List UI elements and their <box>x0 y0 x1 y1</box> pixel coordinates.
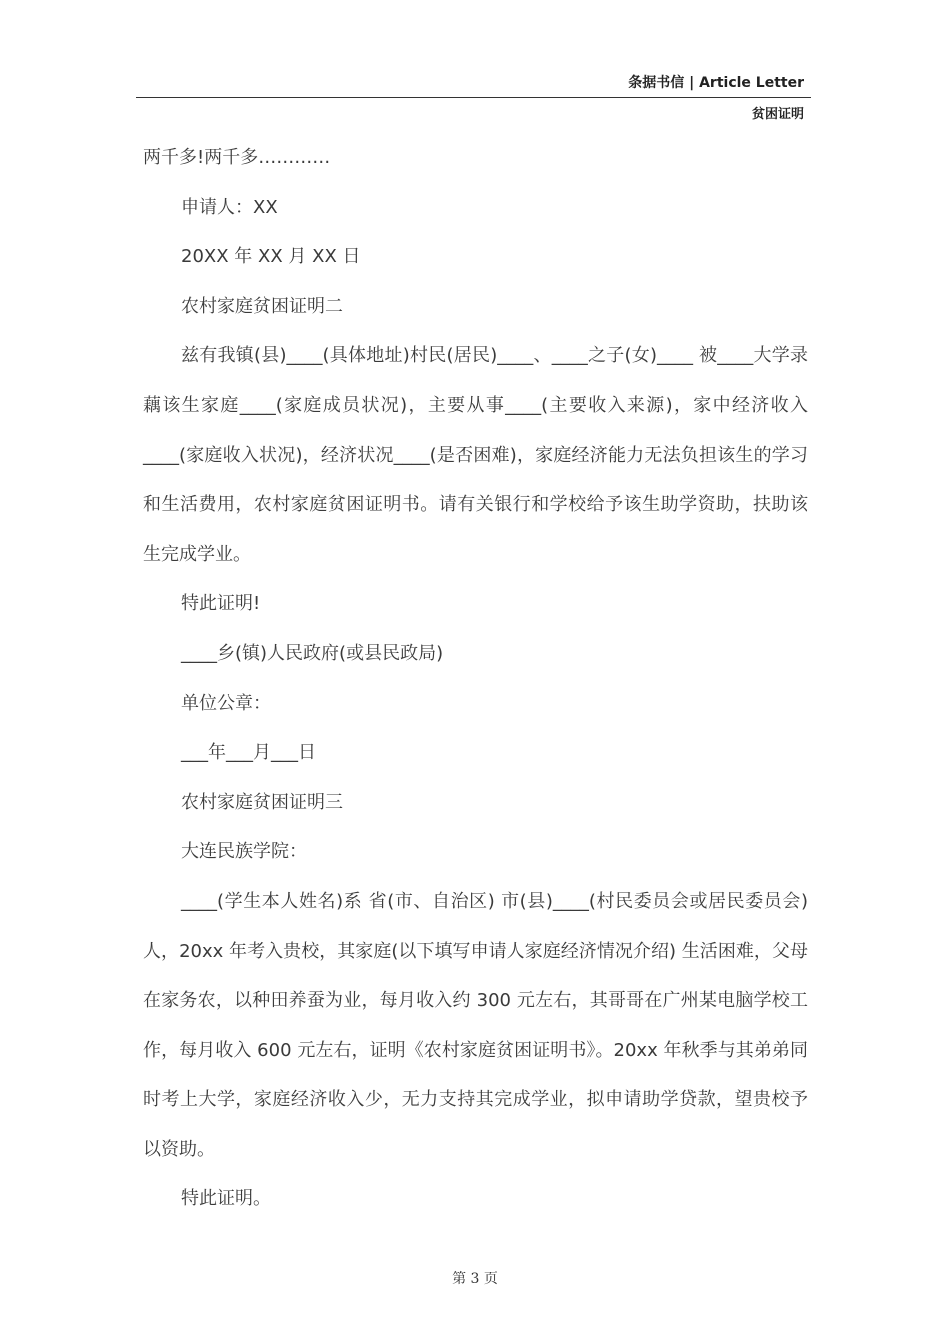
certificate-body-3: ____(学生本人姓名)系 省(市、自治区) 市(县)____(村民委员会或居民委员会)人，20xx 年考入贵校，其家庭(以下填写申请人家庭经济情况介绍) 生活困难，父母在家务农，以种田养蚕为业，每月收入约 300 元左右，其哥哥在广州某电脑学校工作，每月收入 600 元左右，证明《农村家庭贫困证明书》。20xx 年秋季与其弟弟同时考上大学，家庭经济收入少，无力支持其完成学业，拟申请助学贷款，望贵校予以资助。 <box>143 890 808 1160</box>
header-subtitle: 贫困证明 <box>751 107 804 122</box>
issuing-authority: ____乡(镇)人民政府(或县民政局) <box>181 642 444 664</box>
page-number: 第 3 页 <box>452 1271 498 1287</box>
official-seal-line: 单位公章： <box>181 692 271 714</box>
certificate-body-2: 兹有我镇(县)____(具体地址)村民(居民)____、____之子(女)____ 被____大学录藕该生家庭____(家庭成员状况)，主要从事____(主要收入来源)，家中经济收入 ____(家庭收入状况)，经济状况____(是否困难)，家庭经济能力无法负担该生的学习和生活费用，农村家庭贫困证明书。请有关银行和学校给予该生助学资助，扶助该生完成学业。 <box>143 345 808 565</box>
closing-line-3: 特此证明。 <box>181 1188 271 1210</box>
header-brand: 条据书信 | Article Letter <box>628 75 804 91</box>
document-body <box>143 133 808 1224</box>
addressee-line: 大连民族学院： <box>181 841 307 863</box>
section-title-3: 农村家庭贫困证明三 <box>181 791 343 813</box>
date-line: 20XX 年 XX 月 XX 日 <box>181 246 361 268</box>
blank-date-line: ___年___月___日 <box>181 742 316 764</box>
applicant-line: 申请人：XX <box>181 196 278 218</box>
closing-line-2: 特此证明! <box>181 593 261 615</box>
header-divider <box>136 97 811 98</box>
paragraph-continuation: 两千多!两千多………… <box>143 147 331 168</box>
section-title-2: 农村家庭贫困证明二 <box>181 295 343 317</box>
